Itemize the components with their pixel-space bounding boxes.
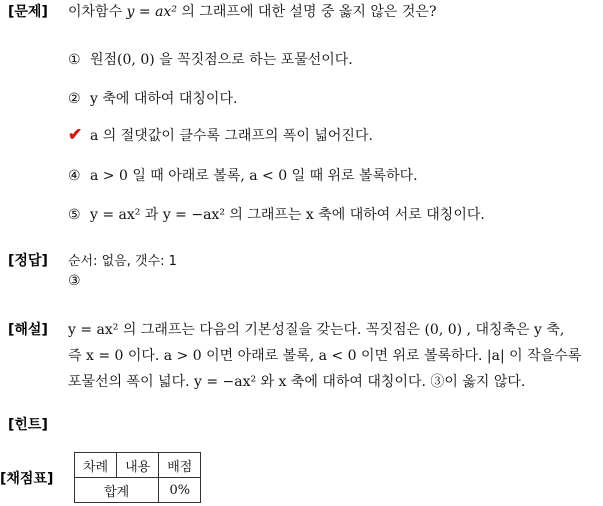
hint-label: [힌트] bbox=[8, 417, 48, 433]
choice-1-marker: ① bbox=[68, 52, 81, 68]
score-table-total-row bbox=[75, 478, 201, 503]
choice-5 bbox=[68, 204, 485, 224]
problem-label: [문제] bbox=[8, 4, 48, 20]
scoring-label: [채점표] bbox=[0, 471, 54, 487]
check-mark-icon: ✔ bbox=[68, 125, 83, 145]
answer-line-1: 순서: 없음, 갯수: 1 bbox=[68, 254, 177, 269]
score-table bbox=[74, 452, 201, 503]
choice-1-text: 원점(0, 0) 을 꼭짓점으로 하는 포물선이다. bbox=[90, 52, 353, 68]
explanation-line-3: 포물선의 폭이 넓다. y = −ax² 와 x 축에 대하여 대칭이다. ③이 옳지 않다. bbox=[68, 374, 526, 390]
choice-2 bbox=[68, 88, 237, 108]
choice-3-text: a 의 절댓값이 클수록 그래프의 폭이 넓어진다. bbox=[90, 128, 373, 144]
question-text bbox=[68, 1, 436, 21]
question-prefix: 이차함수 bbox=[68, 4, 127, 20]
explanation-label: [해설] bbox=[8, 322, 48, 338]
score-table-header-row bbox=[75, 453, 201, 478]
answer-line-2: ③ bbox=[68, 273, 81, 289]
choice-2-text: y 축에 대하여 대칭이다. bbox=[90, 91, 238, 107]
question-math: y = ax² bbox=[126, 4, 177, 20]
choice-3 bbox=[68, 125, 373, 145]
choice-2-marker: ② bbox=[68, 91, 81, 107]
choice-4 bbox=[68, 165, 418, 185]
score-total-value: 0% bbox=[159, 478, 201, 503]
question-suffix: 의 그래프에 대한 설명 중 옳지 않은 것은? bbox=[176, 4, 437, 20]
score-header-content: 내용 bbox=[117, 453, 159, 478]
choice-5-marker: ⑤ bbox=[68, 207, 81, 223]
choice-5-text: y = ax² 과 y = −ax² 의 그래프는 x 축에 대하여 서로 대칭이다. bbox=[90, 207, 485, 223]
explanation-line-2: 즉 x = 0 이다. a > 0 이면 아래로 볼록, a < 0 이면 위로 볼록하다. |a| 이 작을수록 bbox=[68, 348, 582, 364]
score-header-points: 배점 bbox=[159, 453, 201, 478]
explanation-line-1: y = ax² 의 그래프는 다음의 기본성질을 갖는다. 꼭짓점은 (0, 0) , 대칭축은 y 축, bbox=[68, 322, 565, 338]
score-header-order: 차례 bbox=[75, 453, 117, 478]
answer-label: [정답] bbox=[8, 253, 48, 269]
choice-4-text: a > 0 일 때 아래로 볼록, a < 0 일 때 위로 볼록하다. bbox=[90, 168, 418, 184]
score-total-label: 합계 bbox=[75, 478, 159, 503]
choice-4-marker: ④ bbox=[68, 168, 81, 184]
choice-1 bbox=[68, 49, 353, 69]
